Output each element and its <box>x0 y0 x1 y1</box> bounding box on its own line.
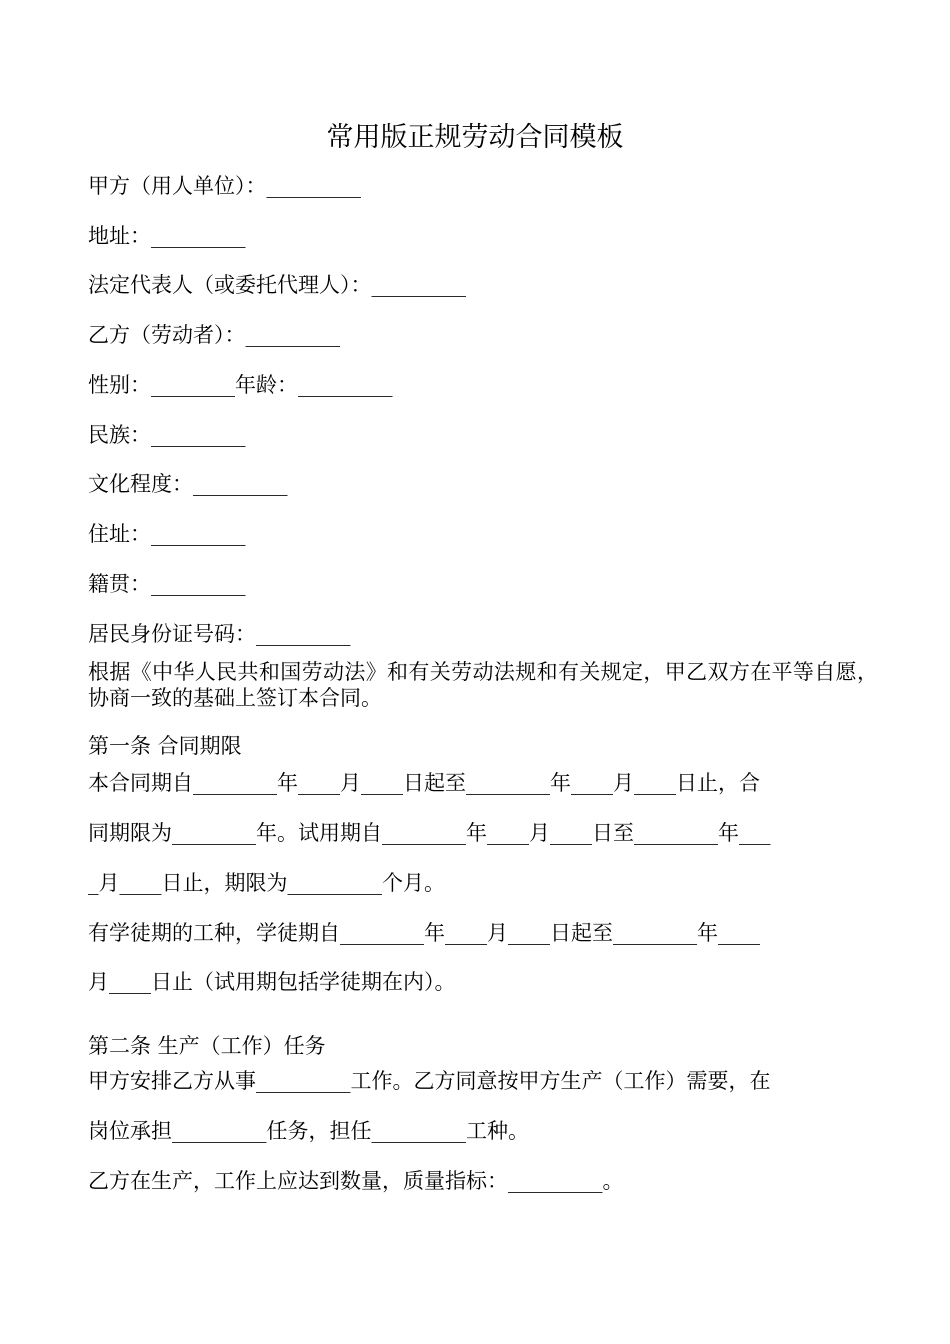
intro-paragraph: 根据《中华人民共和国劳动法》和有关劳动法规和有关规定，甲乙双方在平等自愿，协商一致的基础上签订本合同。 <box>88 660 878 710</box>
article1-line: 本合同期自________年____月____日起至________年____月____日止，合 <box>88 771 760 795</box>
article2-line: 甲方安排乙方从事_________工作。乙方同意按甲方生产（工作）需要，在 <box>88 1069 771 1093</box>
field-ethnicity: 民族：_________ <box>88 423 246 447</box>
article1-line: 月____日止（试用期包括学徒期在内）。 <box>88 970 456 994</box>
field-address: 地址：_________ <box>88 224 246 248</box>
article2-line: 岗位承担_________任务，担任_________工种。 <box>88 1119 529 1143</box>
field-gender-age: 性别：________年龄：_________ <box>88 373 393 397</box>
article1-line: 有学徒期的工种，学徒期自________年____月____日起至________年____ <box>88 921 760 945</box>
article1-heading: 第一条 合同期限 <box>88 734 242 758</box>
article2-line: 乙方在生产，工作上应达到数量，质量指标：_________。 <box>88 1169 624 1193</box>
article1-line: 同期限为________年。试用期自________年____月____日至________年___ <box>88 821 771 845</box>
field-employee: 乙方（劳动者）：_________ <box>88 323 340 347</box>
field-legal-representative: 法定代表人（或委托代理人）：_________ <box>88 273 466 297</box>
article1-line: _月____日止，期限为_________个月。 <box>88 871 445 895</box>
field-native-place: 籍贯：_________ <box>88 572 246 596</box>
field-id-number: 居民身份证号码：_________ <box>88 622 351 646</box>
field-residence: 住址：_________ <box>88 522 246 546</box>
article2-heading: 第二条 生产（工作）任务 <box>88 1034 326 1058</box>
document-title: 常用版正规劳动合同模板 <box>326 122 624 153</box>
field-education: 文化程度：_________ <box>88 472 288 496</box>
field-employer: 甲方（用人单位）：_________ <box>88 174 361 198</box>
